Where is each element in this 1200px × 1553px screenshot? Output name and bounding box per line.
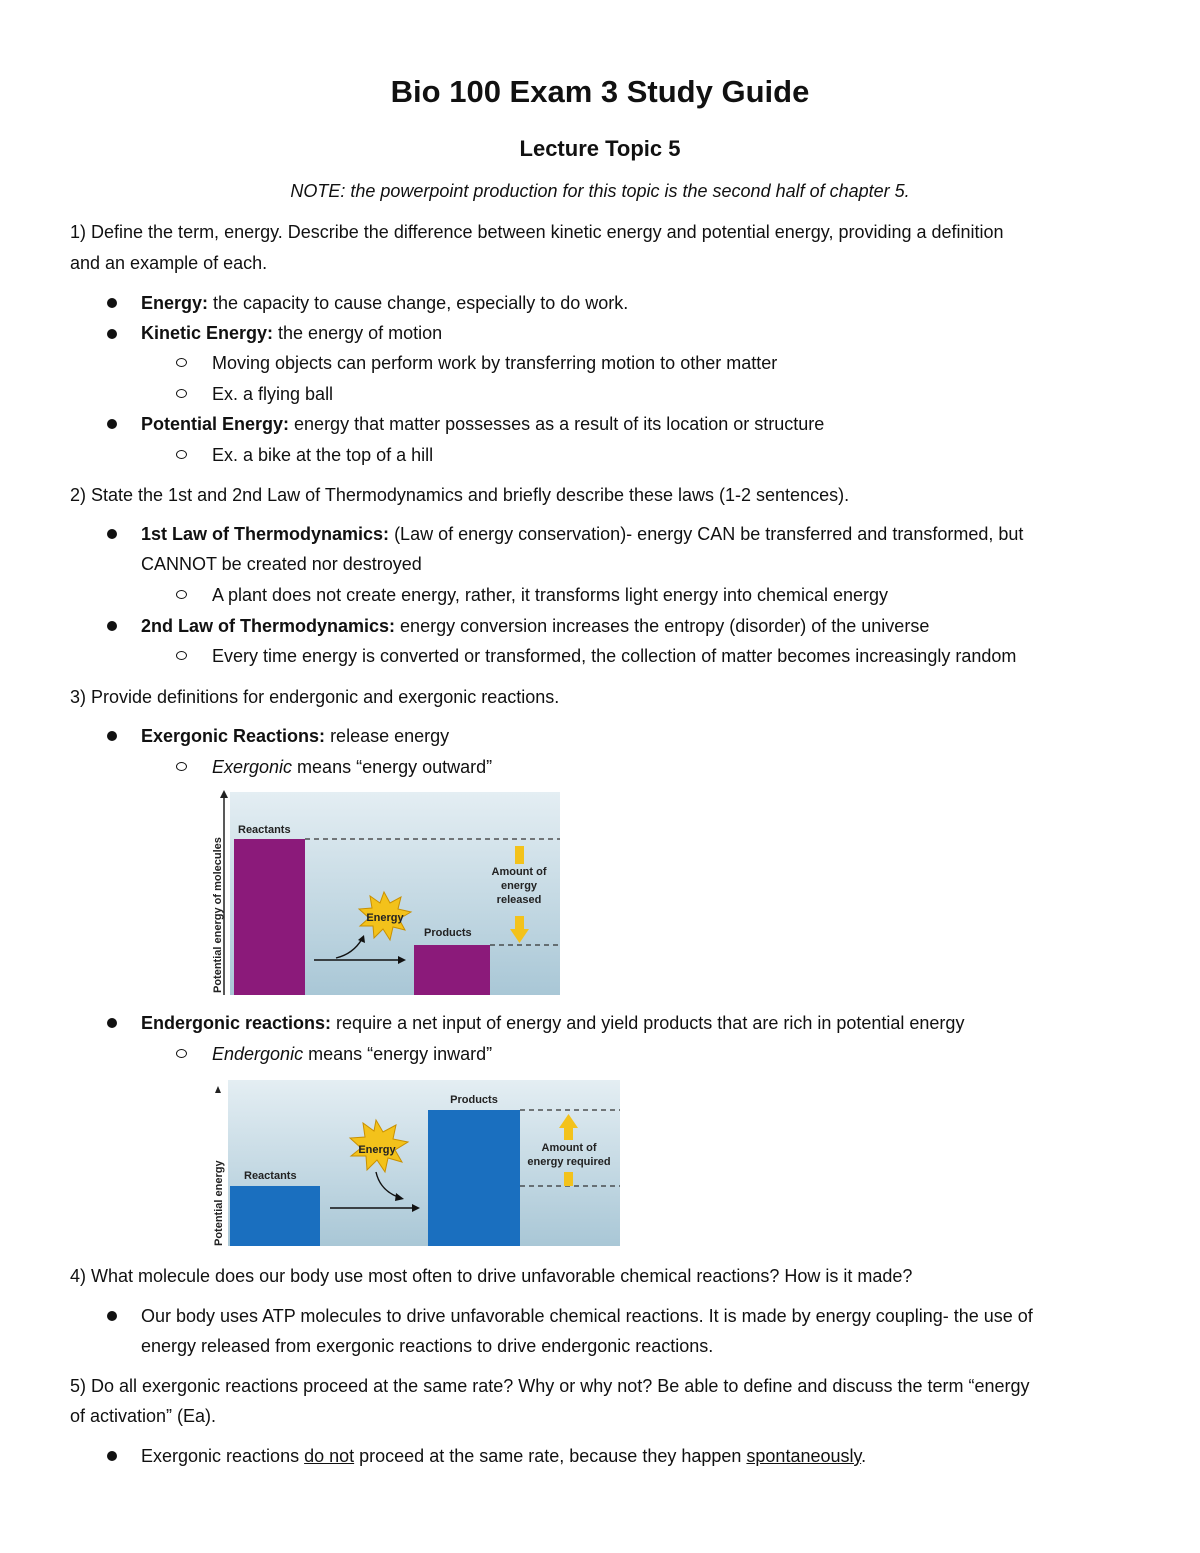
term: Exergonic Reactions: <box>141 726 326 746</box>
amount-label-2: energy required <box>527 1156 611 1168</box>
definition: energy conversion increases the entropy (disorder) of the universe <box>395 616 930 636</box>
sub-bullet-icon <box>176 1049 187 1058</box>
release-arrow-shaft <box>515 916 524 930</box>
y-axis-arrowhead <box>215 1086 221 1093</box>
definition: require a net input of energy and yield products that are rich in potential energy <box>331 1013 965 1033</box>
definition: energy that matter possesses as a result of its location or structure <box>289 414 825 434</box>
sub-bullet-icon <box>176 389 187 398</box>
endergonic-diagram <box>208 1078 622 1248</box>
exergonic-sub <box>212 752 492 782</box>
underlined-spontaneously: spontaneously <box>746 1446 862 1466</box>
y-axis-label: Potential energy <box>213 1160 225 1246</box>
answer-part: proceed at the same rate, because they happen <box>354 1446 747 1466</box>
italic-term: Exergonic <box>212 757 293 777</box>
definition: the energy of motion <box>273 323 443 343</box>
amount-label-1: Amount of <box>541 1142 597 1154</box>
y-axis-arrowhead <box>220 790 228 798</box>
exergonic-diagram <box>208 788 562 998</box>
term: Kinetic Energy: <box>141 323 274 343</box>
definition: release energy <box>325 726 450 746</box>
kinetic-sub-1: Moving objects can perform work by transferring motion to other matter <box>212 353 778 373</box>
potential-item <box>141 409 824 439</box>
question-1-line1: 1) Define the term, energy. Describe the difference between kinetic energy and potential energy, providing a definition <box>70 222 1004 242</box>
term: Endergonic reactions: <box>141 1013 332 1033</box>
endergonic-item <box>141 1008 964 1038</box>
bullet-icon <box>107 1311 117 1321</box>
potential-sub-1: Ex. a bike at the top of a hill <box>212 445 434 465</box>
sub-bullet-icon <box>176 651 187 660</box>
amount-label-1: Amount of <box>491 866 547 878</box>
definition: the capacity to cause change, especially to do work. <box>208 293 629 313</box>
y-axis-label: Potential energy of molecules <box>212 837 224 993</box>
reactants-bar <box>230 1186 320 1246</box>
definition: (Law of energy conservation)- energy CAN be transferred and transformed, but <box>389 524 1024 544</box>
products-label: Products <box>450 1094 498 1106</box>
products-bar <box>414 945 490 995</box>
energy-burst-label: Energy <box>358 1144 396 1156</box>
law2-sub: Every time energy is converted or transformed, the collection of matter becomes increasingly random <box>212 646 1017 666</box>
bullet-icon <box>107 731 117 741</box>
reactants-label: Reactants <box>238 824 291 836</box>
law1-item-cont: CANNOT be created nor destroyed <box>141 554 422 574</box>
reactants-bar <box>234 839 305 995</box>
bullet-icon <box>107 419 117 429</box>
kinetic-item <box>141 318 442 348</box>
sub-bullet-icon <box>176 358 187 367</box>
question-4-line1: 4) What molecule does our body use most often to drive unfavorable chemical reactions? How is it made? <box>70 1266 913 1286</box>
q4-answer-line2: energy released from exergonic reactions to drive endergonic reactions. <box>141 1336 714 1356</box>
page-subtitle: Lecture Topic 5 <box>519 136 681 161</box>
kinetic-sub-2: Ex. a flying ball <box>212 384 334 404</box>
sub-bullet-icon <box>176 762 187 771</box>
sub-bullet-icon <box>176 590 187 599</box>
question-3-line1: 3) Provide definitions for endergonic and exergonic reactions. <box>70 687 560 707</box>
bullet-icon <box>107 1451 117 1461</box>
bullet-icon <box>107 1018 117 1028</box>
endergonic-sub <box>212 1039 492 1069</box>
bullet-icon <box>107 621 117 631</box>
energy-item <box>141 288 628 318</box>
q5-answer <box>141 1441 866 1471</box>
q4-answer-line1: Our body uses ATP molecules to drive unfavorable chemical reactions. It is made by energy coupling- the use of <box>141 1306 1033 1326</box>
bullet-icon <box>107 298 117 308</box>
required-arrow-shaft <box>564 1128 573 1140</box>
law2-item <box>141 611 929 641</box>
italic-term: Endergonic <box>212 1044 304 1064</box>
question-1-line2: and an example of each. <box>70 253 268 273</box>
meaning: means “energy outward” <box>292 757 493 777</box>
law1-item <box>141 519 1023 549</box>
exergonic-item <box>141 721 449 751</box>
products-bar <box>428 1110 520 1246</box>
amount-label-2: energy <box>500 880 538 892</box>
products-label: Products <box>424 927 472 939</box>
page-title: Bio 100 Exam 3 Study Guide <box>390 74 810 109</box>
bullet-icon <box>107 329 117 339</box>
term: 2nd Law of Thermodynamics: <box>141 616 396 636</box>
answer-part: Exergonic reactions <box>141 1446 305 1466</box>
term: Potential Energy: <box>141 414 290 434</box>
answer-part: . <box>861 1446 867 1466</box>
required-arrow-base <box>564 1172 573 1186</box>
energy-burst-label: Energy <box>366 912 404 924</box>
term: Energy: <box>141 293 209 313</box>
reactants-label: Reactants <box>244 1170 297 1182</box>
law1-sub: A plant does not create energy, rather, it transforms light energy into chemical energy <box>212 585 889 605</box>
release-arrow-top <box>515 846 524 864</box>
note-line: NOTE: the powerpoint production for this topic is the second half of chapter 5. <box>290 181 910 201</box>
question-5-line2: of activation” (Ea). <box>70 1406 217 1426</box>
meaning: means “energy inward” <box>303 1044 493 1064</box>
question-5-line1: 5) Do all exergonic reactions proceed at the same rate? Why or why not? Be able to define and discuss the term “energy <box>70 1376 1030 1396</box>
term: 1st Law of Thermodynamics: <box>141 524 390 544</box>
question-2-line1: 2) State the 1st and 2nd Law of Thermodynamics and briefly describe these laws (1-2 sentences). <box>70 485 850 505</box>
underlined-do-not: do not <box>304 1446 355 1466</box>
amount-label-3: released <box>496 894 542 906</box>
bullet-icon <box>107 529 117 539</box>
sub-bullet-icon <box>176 450 187 459</box>
